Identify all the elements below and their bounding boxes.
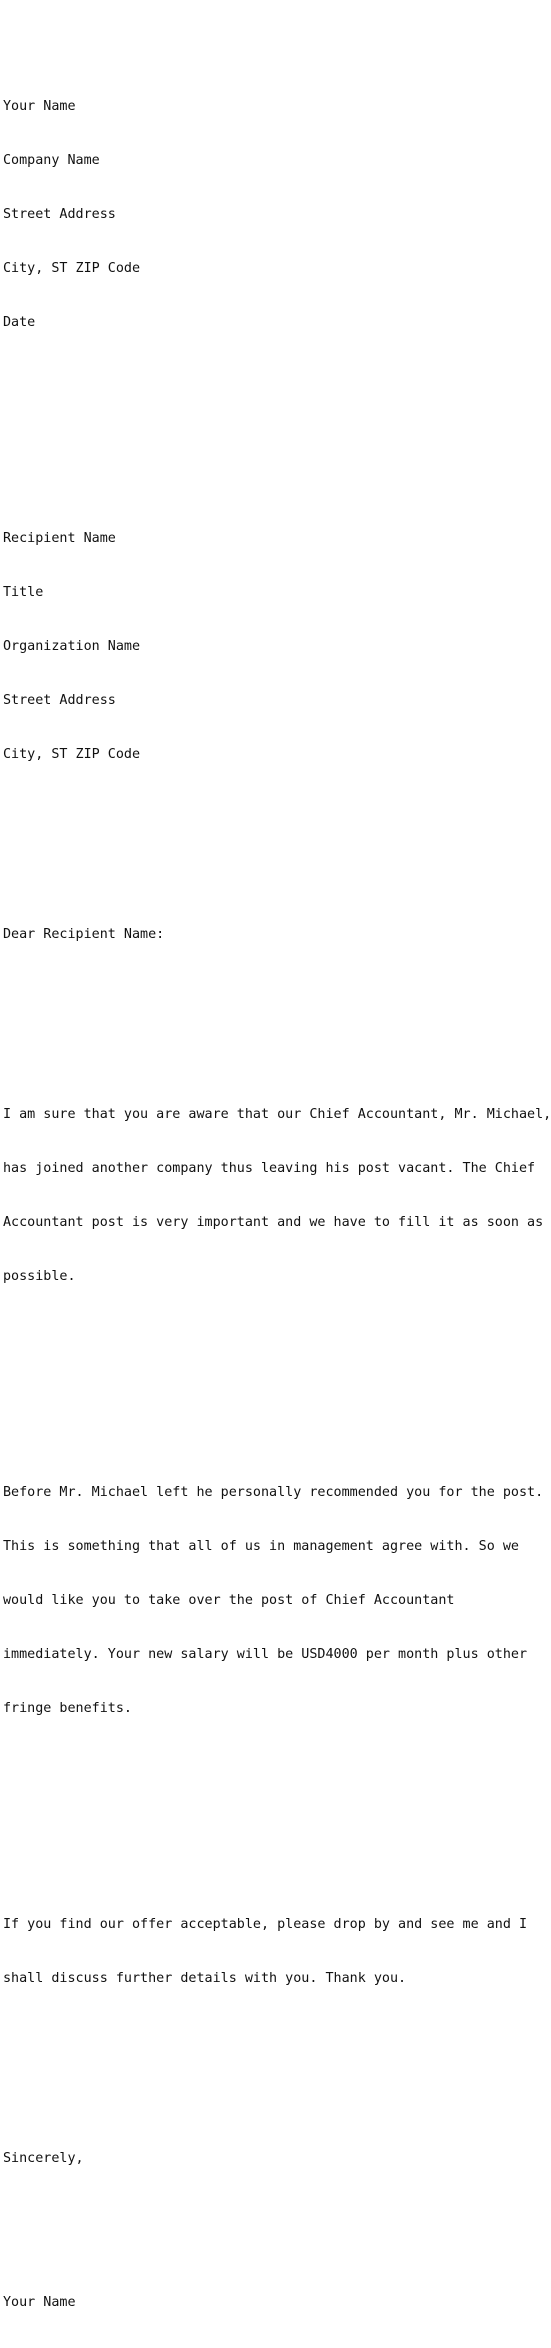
spacer <box>3 854 549 872</box>
signature-name: Your Name <box>3 2295 76 2310</box>
salutation: Dear Recipient Name: <box>3 927 165 942</box>
recipient-city: City, ST ZIP Code <box>3 747 141 762</box>
spacer <box>3 2222 549 2240</box>
body-paragraph-2 <box>3 1448 549 1754</box>
sender-name: Your Name <box>3 99 76 114</box>
sender-address-block <box>3 62 549 368</box>
closing: Sincerely, <box>3 2151 84 2166</box>
recipient-street: Street Address <box>3 693 116 708</box>
spacer <box>3 422 549 440</box>
letter-date: Date <box>3 315 36 330</box>
body-paragraph-1 <box>3 1070 549 1322</box>
paragraph-line: possible. <box>3 1269 76 1284</box>
letter <box>3 8 549 2348</box>
paragraph-line: Accountant post is very important and we have to fill it as soon as <box>3 1215 544 1230</box>
spacer <box>3 1376 549 1394</box>
recipient-organization: Organization Name <box>3 639 141 654</box>
recipient-title: Title <box>3 585 44 600</box>
paragraph-line: fringe benefits. <box>3 1701 132 1716</box>
paragraph-line: Before Mr. Michael left he personally recommended you for the post. <box>3 1485 544 1500</box>
paragraph-line: This is something that all of us in management agree with. So we <box>3 1539 519 1554</box>
recipient-name: Recipient Name <box>3 531 116 546</box>
recipient-address-block <box>3 494 549 800</box>
sender-city: City, ST ZIP Code <box>3 261 141 276</box>
spacer <box>3 2078 549 2096</box>
paragraph-line: has joined another company thus leaving his post vacant. The Chief <box>3 1161 536 1176</box>
paragraph-line: If you find our offer acceptable, please drop by and see me and I <box>3 1917 528 1932</box>
paragraph-line: would like you to take over the post of Chief Accountant <box>3 1593 455 1608</box>
paragraph-line: I am sure that you are aware that our Chief Accountant, Mr. Michael, <box>3 1107 551 1122</box>
paragraph-line: shall discuss further details with you. Thank you. <box>3 1971 407 1986</box>
paragraph-line: immediately. Your new salary will be USD4000 per month plus other <box>3 1647 528 1662</box>
spacer <box>3 998 549 1016</box>
sender-street: Street Address <box>3 207 116 222</box>
sender-company: Company Name <box>3 153 100 168</box>
spacer <box>3 1808 549 1826</box>
body-paragraph-3 <box>3 1880 549 2024</box>
